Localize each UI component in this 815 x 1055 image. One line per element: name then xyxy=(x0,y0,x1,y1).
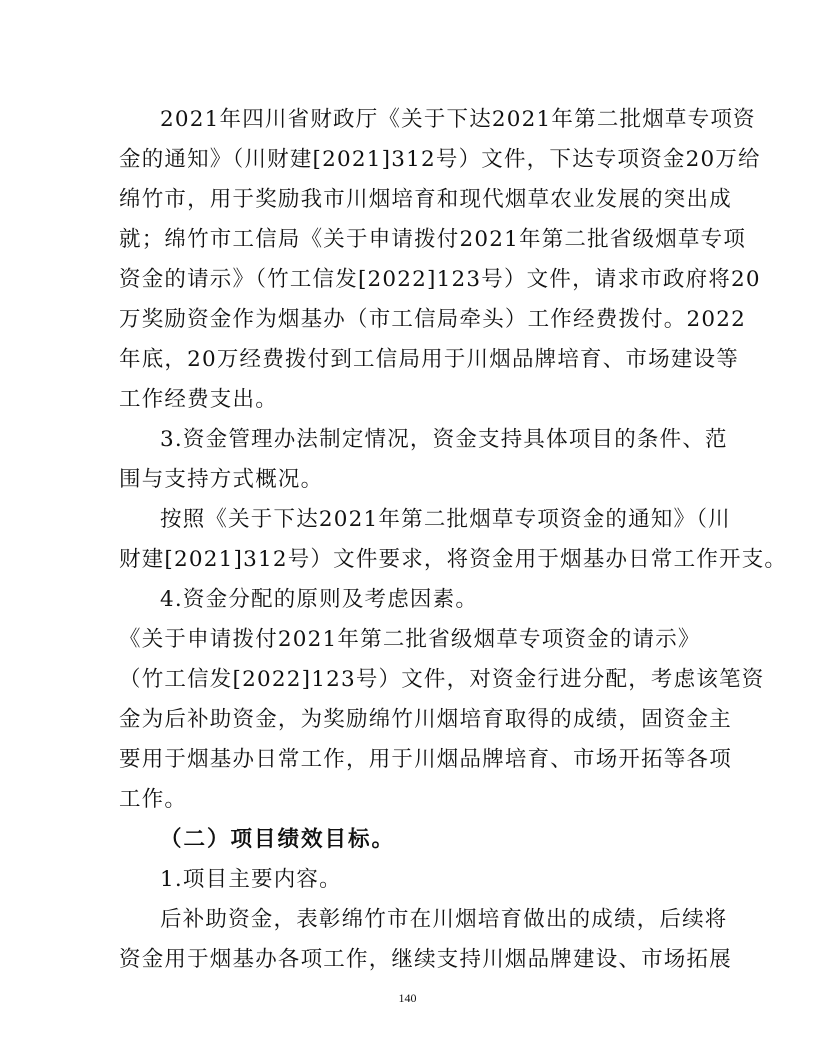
section-item-3: 3.资金管理办法制定情况，资金支持具体项目的条件、范 xyxy=(160,427,728,452)
paragraph-line: 工作。 xyxy=(119,787,188,812)
paragraph-line: 围与支持方式概况。 xyxy=(119,467,324,492)
section-item-1: 1.项目主要内容。 xyxy=(160,867,342,892)
paragraph-line: 财建[2021]312号）文件要求，将资金用于烟基办日常工作开支。 xyxy=(119,547,788,572)
paragraph-line: 资金的请示》（竹工信发[2022]123号）文件，请求市政府将20 xyxy=(119,267,761,292)
paragraph-line: 后补助资金，表彰绵竹市在川烟培育做出的成绩，后续将 xyxy=(160,907,728,932)
paragraph-line: 年底，20万经费拨付到工信局用于川烟品牌培育、市场建设等 xyxy=(119,347,739,372)
paragraph-line: 工作经费支出。 xyxy=(119,387,278,412)
paragraph-line: 绵竹市，用于奖励我市川烟培育和现代烟草农业发展的突出成 xyxy=(119,187,732,212)
paragraph-line: 要用于烟基办日常工作，用于川烟品牌培育、市场开拓等各项 xyxy=(119,747,732,772)
paragraph-line: 金为后补助资金，为奖励绵竹川烟培育取得的成绩，固资金主 xyxy=(119,707,732,732)
paragraph-line: 万奖励资金作为烟基办（市工信局牵头）工作经费拨付。2022 xyxy=(119,307,747,332)
paragraph-line: 金的通知》（川财建[2021]312号）文件，下达专项资金20万给 xyxy=(119,147,761,172)
section-item-4: 4.资金分配的原则及考虑因素。 xyxy=(160,587,479,612)
paragraph-line: 2021年四川省财政厅《关于下达2021年第二批烟草专项资 xyxy=(160,107,756,132)
paragraph-line: 就；绵竹市工信局《关于申请拨付2021年第二批省级烟草专项 xyxy=(119,227,747,252)
paragraph-line: 《关于申请拨付2021年第二批省级烟草专项资金的请示》 xyxy=(119,627,701,652)
paragraph-line: 资金用于烟基办各项工作，继续支持川烟品牌建设、市场拓展 xyxy=(119,947,732,972)
page-number: 140 xyxy=(398,991,417,1005)
paragraph-line: 按照《关于下达2021年第二批烟草专项资金的通知》（川 xyxy=(160,507,731,532)
paragraph-line: （竹工信发[2022]123号）文件，对资金行进分配，考虑该笔资 xyxy=(119,667,765,692)
section-heading: （二）项目绩效目标。 xyxy=(160,827,396,852)
